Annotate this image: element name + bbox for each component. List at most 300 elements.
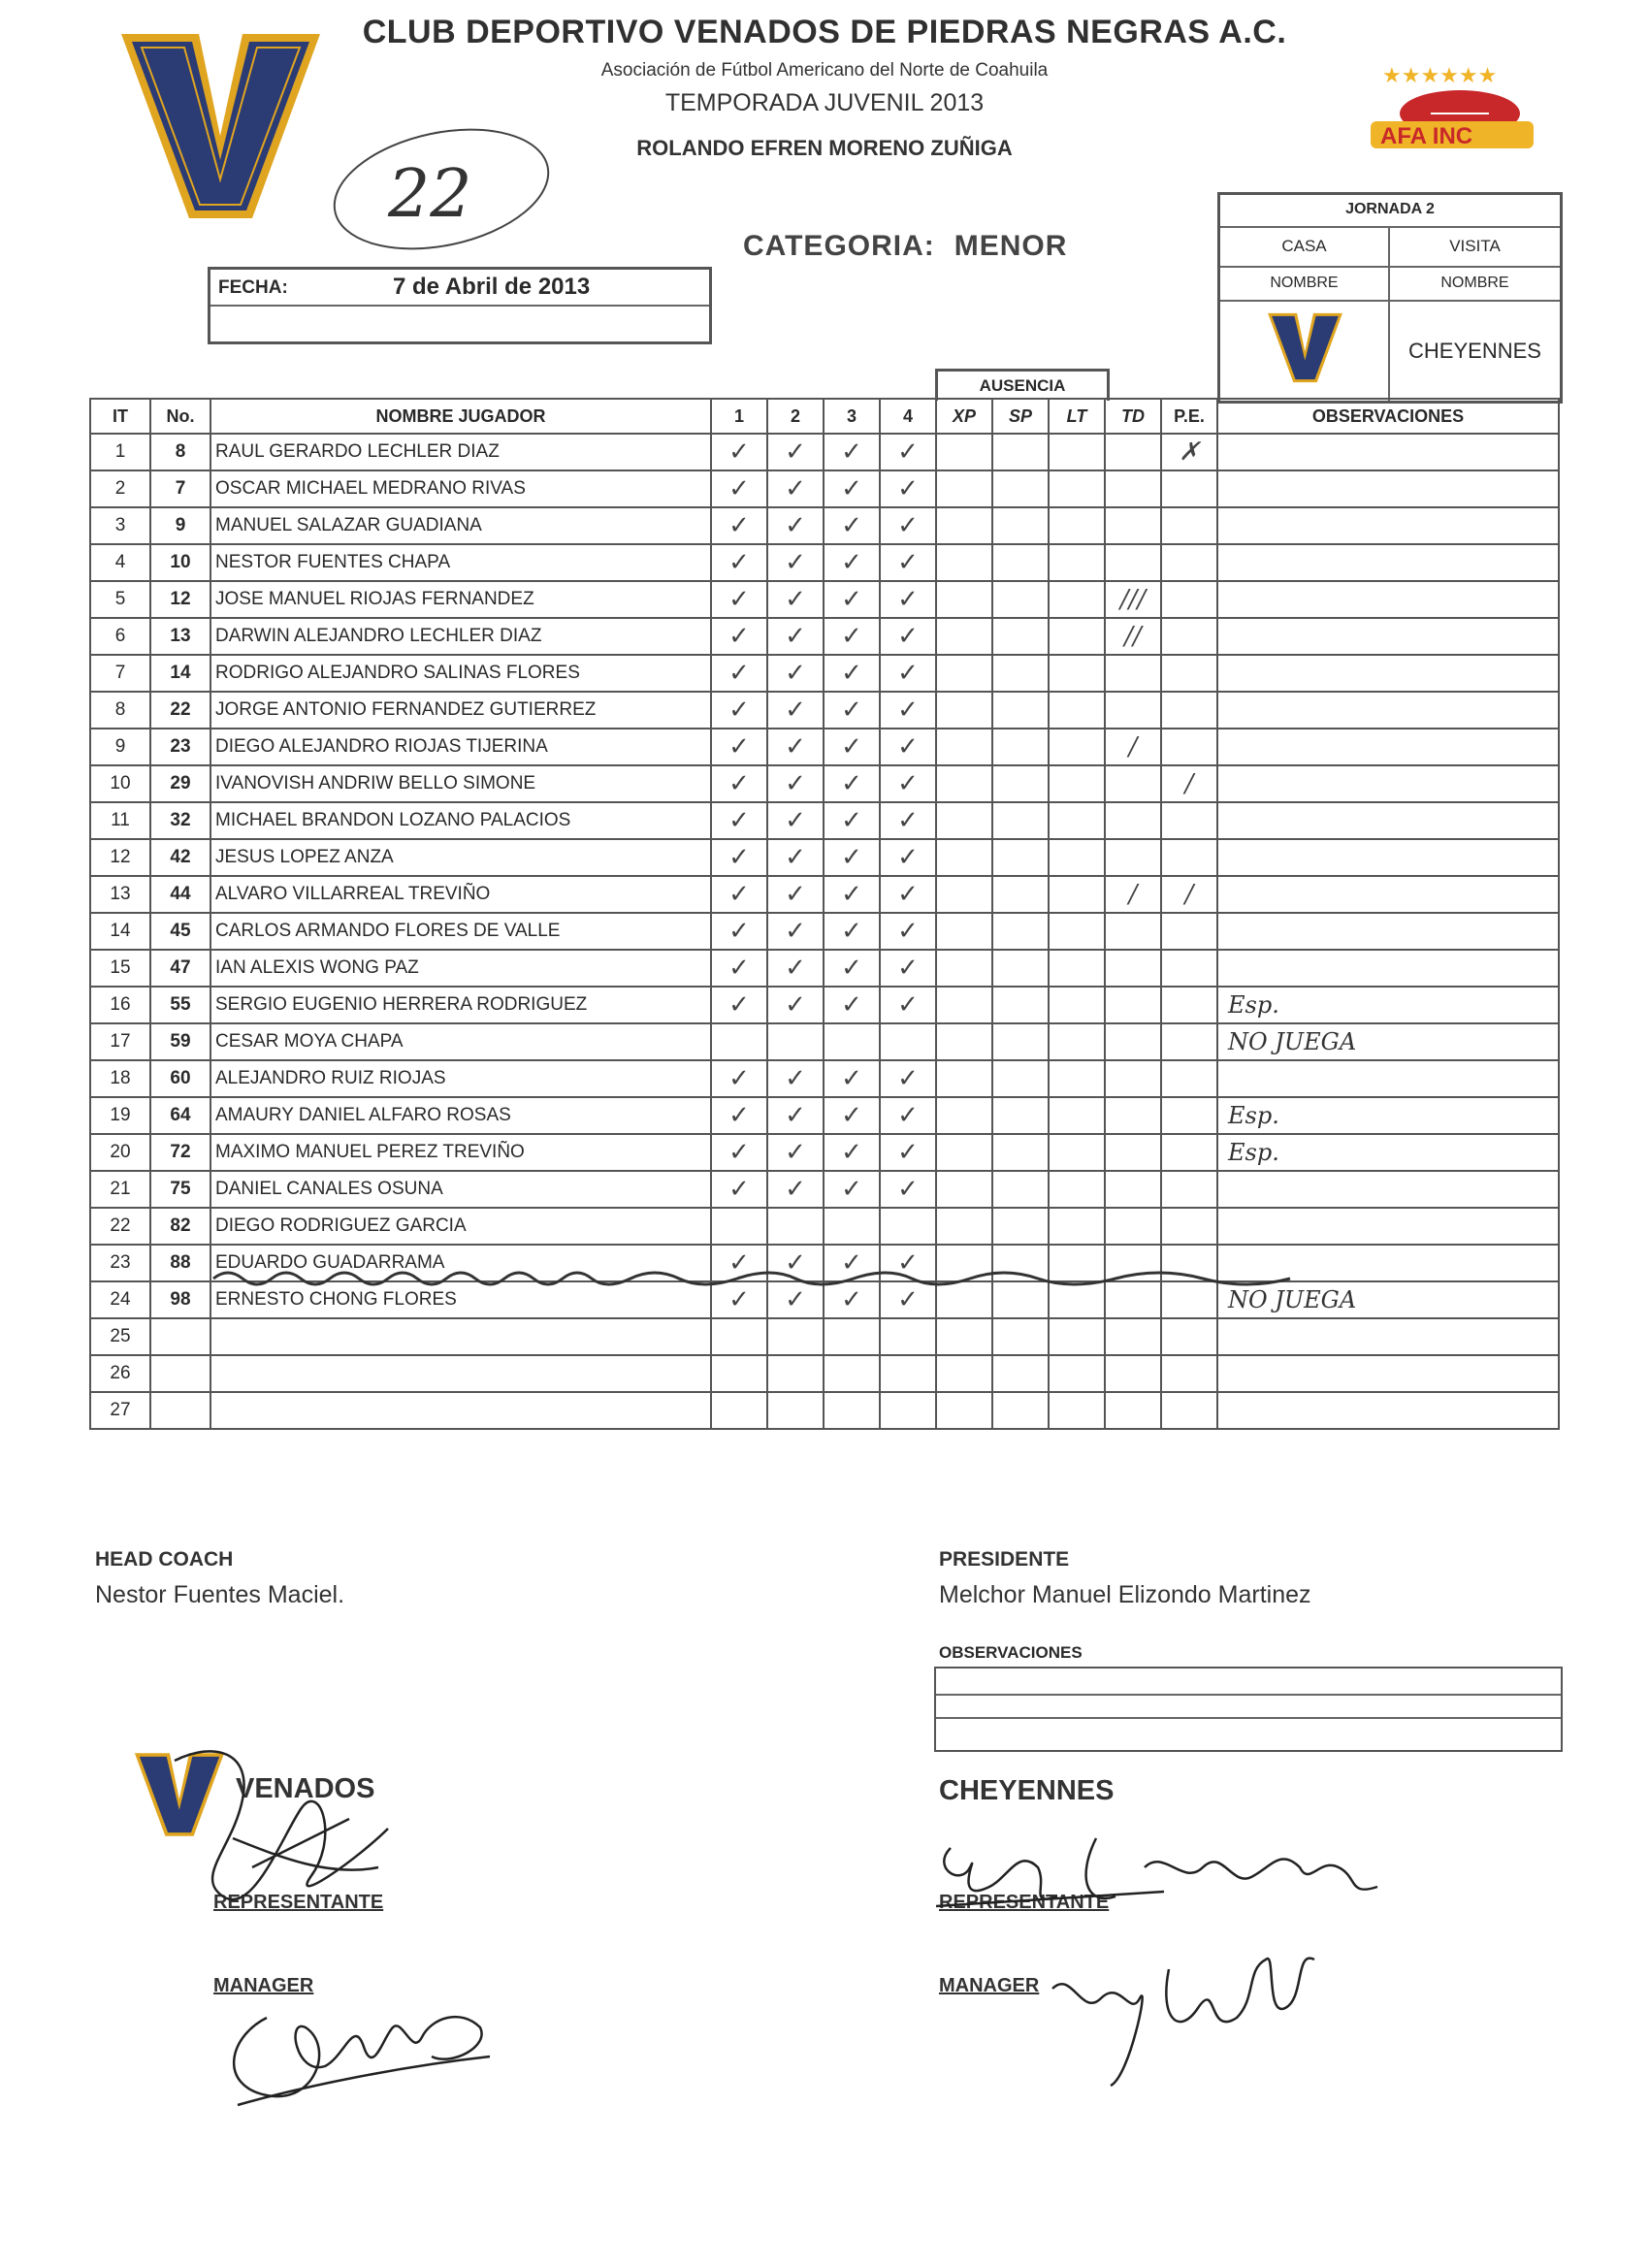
player-number: 10 <box>150 544 210 581</box>
table-row <box>90 1355 1559 1392</box>
row-index: 17 <box>90 1023 150 1060</box>
player-number: 75 <box>150 1171 210 1208</box>
observation-note <box>1217 765 1559 802</box>
home-representante-signature <box>136 1722 427 1926</box>
row-index: 10 <box>90 765 150 802</box>
quarter-mark: ✓ <box>880 729 936 765</box>
pe-mark <box>1161 987 1217 1023</box>
row-index: 25 <box>90 1318 150 1355</box>
quarter-mark: ✓ <box>824 802 880 839</box>
quarter-mark: ✓ <box>767 618 824 655</box>
lt-cell <box>1049 839 1105 876</box>
quarter-mark: ✓ <box>767 1171 824 1208</box>
row-index: 9 <box>90 729 150 765</box>
sp-cell <box>992 1392 1049 1429</box>
row-index: 6 <box>90 618 150 655</box>
lt-cell <box>1049 802 1105 839</box>
observation-note <box>1217 1355 1559 1392</box>
quarter-mark: ✓ <box>767 655 824 692</box>
club-title: CLUB DEPORTIVO VENADOS DE PIEDRAS NEGRAS A.C. <box>362 14 1287 50</box>
quarter-mark: ✓ <box>824 1171 880 1208</box>
player-name: IVANOVISH ANDRIW BELLO SIMONE <box>210 765 711 802</box>
quarter-mark <box>767 1318 824 1355</box>
quarter-mark: ✓ <box>767 581 824 618</box>
table-row <box>90 1134 1559 1171</box>
column-header: IT <box>90 399 150 434</box>
sp-cell <box>992 839 1049 876</box>
table-row <box>90 1318 1559 1355</box>
xp-cell <box>936 839 992 876</box>
row-index: 8 <box>90 692 150 729</box>
player-name: RODRIGO ALEJANDRO SALINAS FLORES <box>210 655 711 692</box>
quarter-mark: ✓ <box>824 876 880 913</box>
quarter-mark <box>767 1392 824 1429</box>
sp-cell <box>992 950 1049 987</box>
row-index: 2 <box>90 470 150 507</box>
player-number: 32 <box>150 802 210 839</box>
quarter-mark: ✓ <box>880 544 936 581</box>
observation-note <box>1217 913 1559 950</box>
quarter-mark: ✓ <box>824 655 880 692</box>
lt-cell <box>1049 876 1105 913</box>
home-representante-label: REPRESENTANTE <box>213 1892 384 1913</box>
sp-cell <box>992 434 1049 470</box>
handwritten-number: 22 <box>388 156 472 233</box>
quarter-mark <box>880 1208 936 1245</box>
column-header: XP <box>936 399 992 434</box>
casa-label: CASA <box>1281 237 1327 255</box>
table-row <box>90 434 1559 470</box>
pe-mark <box>1161 470 1217 507</box>
observation-note <box>1217 950 1559 987</box>
categoria-value: MENOR <box>954 230 1068 262</box>
quarter-mark: ✓ <box>824 1245 880 1281</box>
quarter-mark: ✓ <box>824 1281 880 1318</box>
table-row <box>90 765 1559 802</box>
quarter-mark: ✓ <box>711 618 767 655</box>
pe-mark <box>1161 692 1217 729</box>
quarter-mark: ✓ <box>880 1060 936 1097</box>
pe-mark <box>1161 1097 1217 1134</box>
row-index: 23 <box>90 1245 150 1281</box>
player-number: 72 <box>150 1134 210 1171</box>
column-header: TD <box>1105 399 1161 434</box>
column-header: 4 <box>880 399 936 434</box>
lt-cell <box>1049 434 1105 470</box>
quarter-mark: ✓ <box>880 765 936 802</box>
table-row <box>90 876 1559 913</box>
away-team-footer: CHEYENNES <box>939 1775 1115 1806</box>
lt-cell <box>1049 692 1105 729</box>
player-name: ALEJANDRO RUIZ RIOJAS <box>210 1060 711 1097</box>
player-name: RAUL GERARDO LECHLER DIAZ <box>210 434 711 470</box>
row-index: 7 <box>90 655 150 692</box>
lt-cell <box>1049 1208 1105 1245</box>
lt-cell <box>1049 1134 1105 1171</box>
jornada-box <box>1217 192 1563 404</box>
lt-cell <box>1049 950 1105 987</box>
xp-cell <box>936 581 992 618</box>
quarter-mark: ✓ <box>880 618 936 655</box>
quarter-mark: ✓ <box>880 470 936 507</box>
quarter-mark: ✓ <box>824 950 880 987</box>
sp-cell <box>992 876 1049 913</box>
lt-cell <box>1049 913 1105 950</box>
quarter-mark: ✓ <box>711 1097 767 1134</box>
td-mark <box>1105 1318 1161 1355</box>
table-row <box>90 913 1559 950</box>
quarter-mark: ✓ <box>824 765 880 802</box>
row-index: 4 <box>90 544 150 581</box>
lt-cell <box>1049 618 1105 655</box>
table-row <box>90 581 1559 618</box>
lt-cell <box>1049 581 1105 618</box>
td-mark <box>1105 1134 1161 1171</box>
observation-note <box>1217 1392 1559 1429</box>
quarter-mark: ✓ <box>767 950 824 987</box>
player-name <box>210 1355 711 1392</box>
lt-cell <box>1049 729 1105 765</box>
quarter-mark: ✓ <box>767 1060 824 1097</box>
quarter-mark: ✓ <box>824 1134 880 1171</box>
table-row <box>90 618 1559 655</box>
player-number <box>150 1318 210 1355</box>
td-mark <box>1105 987 1161 1023</box>
player-name: MICHAEL BRANDON LOZANO PALACIOS <box>210 802 711 839</box>
player-name: CESAR MOYA CHAPA <box>210 1023 711 1060</box>
quarter-mark: ✓ <box>824 434 880 470</box>
quarter-mark: ✓ <box>824 618 880 655</box>
xp-cell <box>936 876 992 913</box>
td-mark <box>1105 1097 1161 1134</box>
player-number: 42 <box>150 839 210 876</box>
pe-mark <box>1161 950 1217 987</box>
player-name <box>210 1318 711 1355</box>
pe-mark <box>1161 1208 1217 1245</box>
pe-mark <box>1161 729 1217 765</box>
venados-logo <box>116 29 325 223</box>
row-index: 12 <box>90 839 150 876</box>
head-coach-label: HEAD COACH <box>95 1548 234 1571</box>
player-number: 29 <box>150 765 210 802</box>
association-subtitle: Asociación de Fútbol Americano del Norte de Coahuila <box>600 60 1049 81</box>
away-manager-label: MANAGER <box>939 1975 1040 1996</box>
xp-cell <box>936 987 992 1023</box>
xp-cell <box>936 1208 992 1245</box>
quarter-mark: ✓ <box>880 802 936 839</box>
jornada-title: JORNADA 2 <box>1345 201 1435 217</box>
quarter-mark: ✓ <box>880 913 936 950</box>
pe-mark <box>1161 802 1217 839</box>
player-number <box>150 1355 210 1392</box>
player-number: 7 <box>150 470 210 507</box>
row-index: 3 <box>90 507 150 544</box>
afa-logo-text: AFA INC <box>1380 123 1473 149</box>
table-row <box>90 987 1559 1023</box>
quarter-mark <box>824 1355 880 1392</box>
player-number: 55 <box>150 987 210 1023</box>
player-name: DIEGO RODRIGUEZ GARCIA <box>210 1208 711 1245</box>
xp-cell <box>936 950 992 987</box>
column-header: NOMBRE JUGADOR <box>210 399 711 434</box>
quarter-mark: ✓ <box>767 765 824 802</box>
pe-mark <box>1161 581 1217 618</box>
quarter-mark: ✓ <box>711 544 767 581</box>
pe-mark <box>1161 655 1217 692</box>
player-number: 60 <box>150 1060 210 1097</box>
lt-cell <box>1049 507 1105 544</box>
xp-cell <box>936 655 992 692</box>
categoria-label: CATEGORIA: <box>743 230 935 262</box>
table-row <box>90 1208 1559 1245</box>
observation-note <box>1217 839 1559 876</box>
quarter-mark <box>824 1023 880 1060</box>
player-number <box>150 1392 210 1429</box>
quarter-mark: ✓ <box>767 1134 824 1171</box>
sp-cell <box>992 655 1049 692</box>
td-mark <box>1105 434 1161 470</box>
quarter-mark: ✓ <box>824 581 880 618</box>
player-number: 14 <box>150 655 210 692</box>
quarter-mark: ✓ <box>711 655 767 692</box>
row-index: 11 <box>90 802 150 839</box>
away-representante-label: REPRESENTANTE <box>939 1892 1110 1913</box>
pe-mark <box>1161 507 1217 544</box>
pe-mark: / <box>1161 876 1217 913</box>
presidente-name: Melchor Manuel Elizondo Martinez <box>939 1581 1311 1608</box>
sp-cell <box>992 765 1049 802</box>
observaciones-footer-label: OBSERVACIONES <box>939 1643 1083 1662</box>
observation-note <box>1217 507 1559 544</box>
observation-note <box>1217 876 1559 913</box>
lt-cell <box>1049 1355 1105 1392</box>
row-index: 5 <box>90 581 150 618</box>
column-header: 1 <box>711 399 767 434</box>
quarter-mark: ✓ <box>767 544 824 581</box>
player-name: SERGIO EUGENIO HERRERA RODRIGUEZ <box>210 987 711 1023</box>
lt-cell <box>1049 765 1105 802</box>
player-number: 22 <box>150 692 210 729</box>
sp-cell <box>992 1097 1049 1134</box>
lt-cell <box>1049 470 1105 507</box>
quarter-mark: ✓ <box>824 507 880 544</box>
table-row <box>90 950 1559 987</box>
player-name: JOSE MANUEL RIOJAS FERNANDEZ <box>210 581 711 618</box>
quarter-mark: ✓ <box>711 987 767 1023</box>
player-number: 9 <box>150 507 210 544</box>
td-mark <box>1105 507 1161 544</box>
table-row <box>90 655 1559 692</box>
quarter-mark: ✓ <box>711 1281 767 1318</box>
fecha-box <box>208 267 712 344</box>
player-number: 82 <box>150 1208 210 1245</box>
row-index: 1 <box>90 434 150 470</box>
quarter-mark: ✓ <box>711 876 767 913</box>
pe-mark <box>1161 1060 1217 1097</box>
player-name: MANUEL SALAZAR GUADIANA <box>210 507 711 544</box>
sp-cell <box>992 1318 1049 1355</box>
quarter-mark: ✓ <box>880 987 936 1023</box>
table-row <box>90 802 1559 839</box>
lt-cell <box>1049 987 1105 1023</box>
quarter-mark: ✓ <box>880 692 936 729</box>
xp-cell <box>936 1171 992 1208</box>
xp-cell <box>936 802 992 839</box>
column-header: 2 <box>767 399 824 434</box>
quarter-mark: ✓ <box>880 1281 936 1318</box>
player-name: EDUARDO GUADARRAMA <box>210 1245 711 1281</box>
table-row <box>90 544 1559 581</box>
quarter-mark: ✓ <box>824 470 880 507</box>
quarter-mark: ✓ <box>880 434 936 470</box>
lt-cell <box>1049 1171 1105 1208</box>
td-mark <box>1105 765 1161 802</box>
td-mark <box>1105 1208 1161 1245</box>
quarter-mark: ✓ <box>767 802 824 839</box>
home-manager-signature <box>209 1960 500 2115</box>
xp-cell <box>936 544 992 581</box>
observation-note <box>1217 692 1559 729</box>
lt-cell <box>1049 1097 1105 1134</box>
xp-cell <box>936 1392 992 1429</box>
xp-cell <box>936 618 992 655</box>
column-header: P.E. <box>1161 399 1217 434</box>
sp-cell <box>992 1023 1049 1060</box>
quarter-mark: ✓ <box>711 1060 767 1097</box>
quarter-mark: ✓ <box>880 1245 936 1281</box>
player-number: 23 <box>150 729 210 765</box>
observation-note: NO JUEGA <box>1217 1281 1559 1318</box>
quarter-mark: ✓ <box>711 839 767 876</box>
pe-mark <box>1161 1392 1217 1429</box>
row-index: 14 <box>90 913 150 950</box>
row-index: 27 <box>90 1392 150 1429</box>
sp-cell <box>992 1355 1049 1392</box>
quarter-mark <box>824 1392 880 1429</box>
person-name: ROLANDO EFREN MORENO ZUÑIGA <box>636 136 1013 160</box>
player-name: MAXIMO MANUEL PEREZ TREVIÑO <box>210 1134 711 1171</box>
quarter-mark <box>824 1318 880 1355</box>
pe-mark <box>1161 839 1217 876</box>
home-team-logo <box>1264 311 1346 384</box>
table-row <box>90 1097 1559 1134</box>
xp-cell <box>936 765 992 802</box>
quarter-mark <box>767 1355 824 1392</box>
td-mark <box>1105 470 1161 507</box>
sp-cell <box>992 1060 1049 1097</box>
observation-note <box>1217 1318 1559 1355</box>
sp-cell <box>992 1171 1049 1208</box>
quarter-mark: ✓ <box>767 913 824 950</box>
quarter-mark <box>880 1318 936 1355</box>
quarter-mark: ✓ <box>767 1281 824 1318</box>
observation-note <box>1217 1171 1559 1208</box>
td-mark <box>1105 913 1161 950</box>
quarter-mark: ✓ <box>880 1097 936 1134</box>
quarter-mark: ✓ <box>824 692 880 729</box>
table-row <box>90 1060 1559 1097</box>
sp-cell <box>992 507 1049 544</box>
quarter-mark: ✓ <box>880 507 936 544</box>
player-number: 98 <box>150 1281 210 1318</box>
quarter-mark: ✓ <box>767 729 824 765</box>
quarter-mark <box>824 1208 880 1245</box>
td-mark <box>1105 802 1161 839</box>
player-name: OSCAR MICHAEL MEDRANO RIVAS <box>210 470 711 507</box>
head-coach-name: Nestor Fuentes Maciel. <box>95 1581 345 1608</box>
sp-cell <box>992 470 1049 507</box>
pe-mark <box>1161 1171 1217 1208</box>
quarter-mark: ✓ <box>767 1097 824 1134</box>
player-name: AMAURY DANIEL ALFARO ROSAS <box>210 1097 711 1134</box>
quarter-mark: ✓ <box>880 1134 936 1171</box>
column-header: SP <box>992 399 1049 434</box>
player-name: DANIEL CANALES OSUNA <box>210 1171 711 1208</box>
quarter-mark: ✓ <box>711 765 767 802</box>
observation-note: Esp. <box>1217 1097 1559 1134</box>
home-manager-label: MANAGER <box>213 1975 314 1996</box>
player-name: JORGE ANTONIO FERNANDEZ GUTIERREZ <box>210 692 711 729</box>
row-index: 18 <box>90 1060 150 1097</box>
quarter-mark: ✓ <box>711 434 767 470</box>
xp-cell <box>936 1134 992 1171</box>
xp-cell <box>936 692 992 729</box>
sp-cell <box>992 1134 1049 1171</box>
strikethrough-scribble <box>209 1257 1567 1296</box>
td-mark <box>1105 692 1161 729</box>
observation-note <box>1217 434 1559 470</box>
player-number: 44 <box>150 876 210 913</box>
sp-cell <box>992 581 1049 618</box>
td-mark <box>1105 655 1161 692</box>
pe-mark: ✗ <box>1161 434 1217 470</box>
td-mark: /// <box>1105 581 1161 618</box>
observation-note <box>1217 802 1559 839</box>
player-name: ALVARO VILLARREAL TREVIÑO <box>210 876 711 913</box>
sp-cell <box>992 987 1049 1023</box>
observation-note <box>1217 544 1559 581</box>
observaciones-box <box>934 1667 1563 1752</box>
quarter-mark: ✓ <box>824 729 880 765</box>
observation-note: Esp. <box>1217 1134 1559 1171</box>
quarter-mark <box>711 1318 767 1355</box>
quarter-mark: ✓ <box>880 950 936 987</box>
td-mark <box>1105 839 1161 876</box>
observation-note <box>1217 1208 1559 1245</box>
pe-mark <box>1161 1134 1217 1171</box>
quarter-mark: ✓ <box>767 987 824 1023</box>
observation-note <box>1217 581 1559 618</box>
quarter-mark: ✓ <box>711 1134 767 1171</box>
xp-cell <box>936 1023 992 1060</box>
xp-cell <box>936 729 992 765</box>
quarter-mark: ✓ <box>880 839 936 876</box>
column-header: No. <box>150 399 210 434</box>
table-row <box>90 507 1559 544</box>
quarter-mark: ✓ <box>767 507 824 544</box>
quarter-mark <box>711 1023 767 1060</box>
column-header: LT <box>1049 399 1105 434</box>
observation-note <box>1217 655 1559 692</box>
player-name: IAN ALEXIS WONG PAZ <box>210 950 711 987</box>
pe-mark <box>1161 544 1217 581</box>
player-name: DIEGO ALEJANDRO RIOJAS TIJERINA <box>210 729 711 765</box>
quarter-mark: ✓ <box>767 839 824 876</box>
player-number: 8 <box>150 434 210 470</box>
player-number: 45 <box>150 913 210 950</box>
quarter-mark: ✓ <box>880 1171 936 1208</box>
svg-text:★★★★★★: ★★★★★★ <box>1382 63 1498 87</box>
